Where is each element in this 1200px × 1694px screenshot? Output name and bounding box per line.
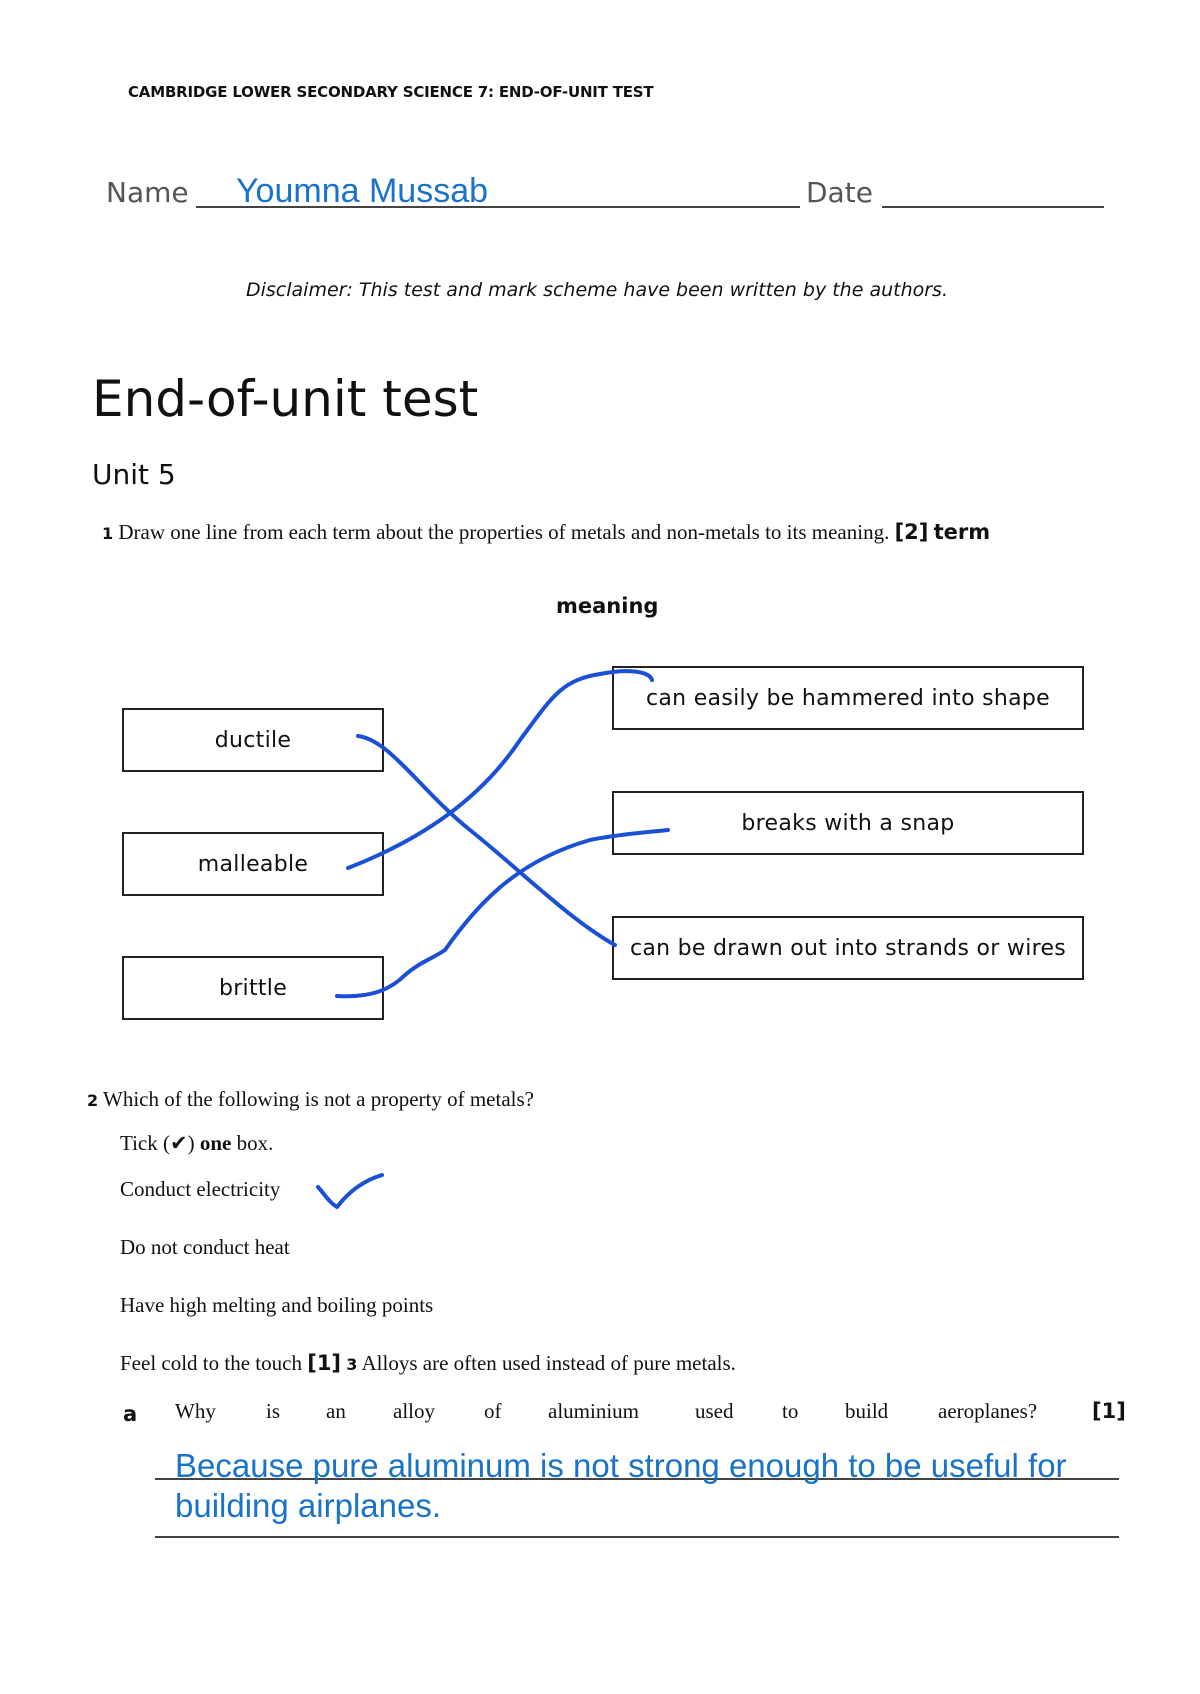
unit-label: Unit 5 (92, 458, 176, 491)
answer-text-line-1: Because pure aluminum is not strong enough to be useful for (175, 1447, 1067, 1484)
page-title: End-of-unit test (92, 370, 479, 428)
answer-line-2[interactable] (155, 1536, 1119, 1538)
page-header: CAMBRIDGE LOWER SECONDARY SCIENCE 7: END-OF-UNIT TEST (128, 83, 654, 101)
term-heading: term (933, 520, 991, 544)
match-line-ductile (358, 736, 615, 945)
tick-mark (318, 1175, 382, 1207)
option-no-conduct-heat[interactable]: Do not conduct heat (120, 1235, 290, 1259)
meaning-box-wires[interactable]: can be drawn out into strands or wires (612, 916, 1084, 980)
meaning-box-hammered[interactable]: can easily be hammered into shape (612, 666, 1084, 730)
meaning-box-snap[interactable]: breaks with a snap (612, 791, 1084, 855)
question-number: 1 (102, 524, 114, 543)
date-label: Date (806, 176, 873, 209)
question-text: Draw one line from each term about the properties of metals and non-metals to its meaning. (118, 520, 890, 544)
disclaimer: Disclaimer: This test and mark scheme have been written by the authors. (246, 279, 948, 301)
question-2 (87, 1087, 534, 1112)
question-3-text: Alloys are often used instead of pure metals. (361, 1351, 736, 1375)
question-text: Which of the following is not a property of metals? (103, 1087, 534, 1111)
option-feel-cold[interactable]: Feel cold to the touch [1] 3 Alloys are often used instead of pure metals. (120, 1351, 736, 1375)
tick-symbol: ✔ (170, 1131, 188, 1155)
tick-instruction: Tick (✔) one box. (120, 1131, 274, 1155)
question-number: 2 (87, 1091, 99, 1110)
term-box-ductile[interactable]: ductile (122, 708, 384, 772)
question-3-number: 3 (346, 1355, 358, 1374)
term-box-malleable[interactable]: malleable (122, 832, 384, 896)
term-box-brittle[interactable]: brittle (122, 956, 384, 1020)
option-high-melting[interactable]: Have high melting and boiling points (120, 1293, 434, 1317)
question-3a: a Why is an alloy of aluminium used to build aeroplanes? [1] (123, 1399, 1126, 1426)
question-marks: [1] (307, 1351, 342, 1375)
question-marks: [1] (1092, 1399, 1126, 1423)
name-value: Youmna Mussab (236, 172, 489, 210)
part-label: a (123, 1402, 138, 1426)
meaning-heading: meaning (556, 594, 659, 618)
answer-text-line-2: building airplanes. (175, 1487, 442, 1524)
option-conduct-electricity[interactable]: Conduct electricity (120, 1177, 281, 1201)
name-label: Name (106, 176, 189, 209)
question-marks: [2] (894, 520, 929, 544)
